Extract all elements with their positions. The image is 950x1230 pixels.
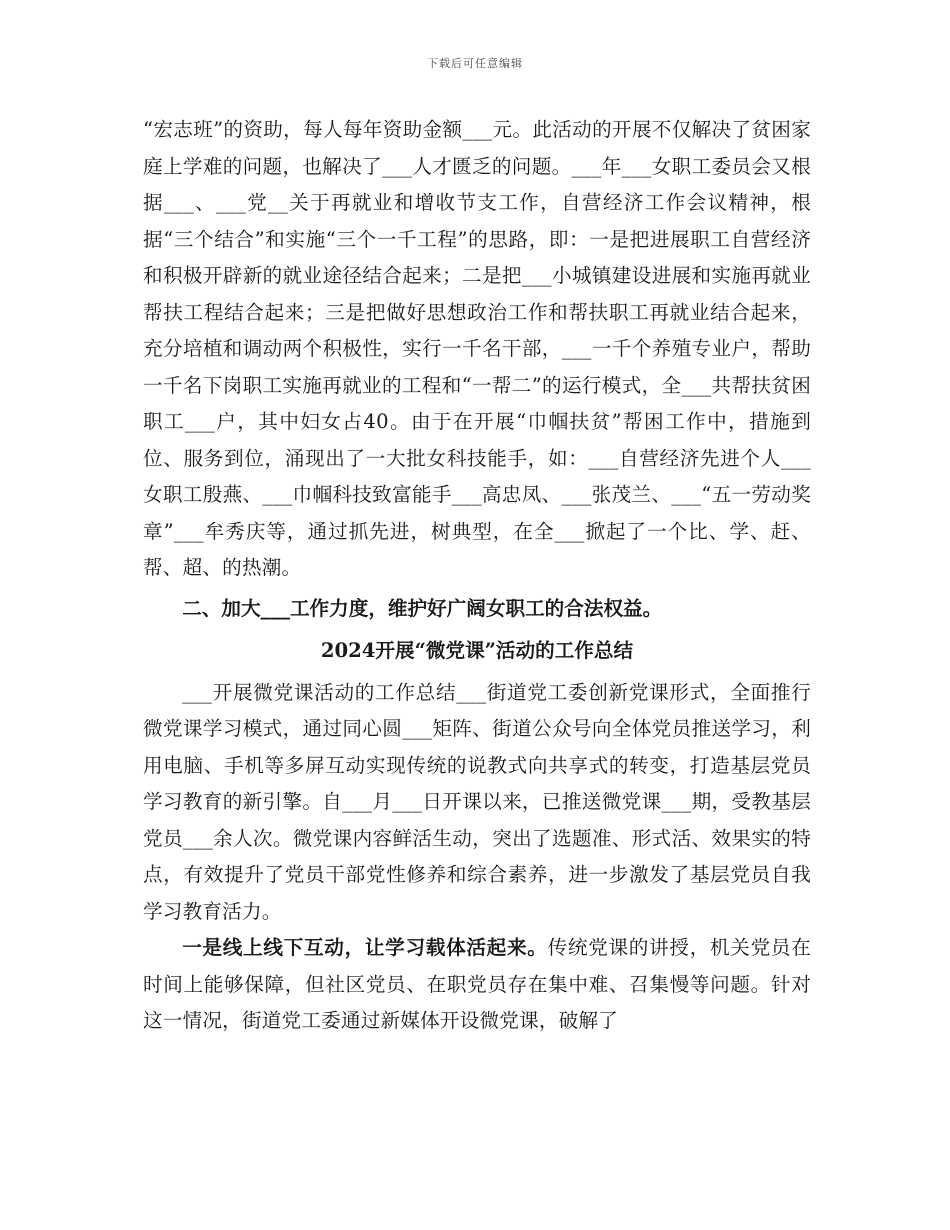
body-paragraph: “宏志班”的资助，每人每年资助金额___元。此活动的开展不仅解决了贫困家庭上学难的问题，也解决了___人才匮乏的问题。___年___女职工委员会又根据___、___党__关于再就业和增收节支工作，自营经济工作会议精神，根据“三个结合”和实施“三个一千工程”的思路，即：一是把进展职工自营经济和积极开辟新的就业途径结合起来；二是把___小城镇建设进展和实施再就业帮扶工程结合起来；三是把做好思想政治工作和帮扶职工再就业结合起来，充分培植和调动两个积极性，实行一千名干部，___一千个养殖专业户，帮助一千名下岗职工实施再就业的工程和“一帮二”的运行模式，全___共帮扶贫困职工___户，其中妇女占40。由于在开展“巾帼扶贫”帮困工作中，措施到位、服务到位，涌现出了一大批女科技能手，如：___自营经济先进个人___女职工殷燕、___巾帼科技致富能手___高忠凤、___张茂兰、___“五一劳动奖章”___牟秀庆等，通过抓先进，树典型，在全___掀起了一个比、学、赶、帮、超、的热潮。: [143, 118, 811, 579]
paragraph-lead-bold: 一是线上线下互动，让学习载体活起来。: [182, 936, 548, 959]
body-paragraph: ___开展微党课活动的工作总结___街道党工委创新党课形式，全面推行微党课学习模式，通过同心圆___矩阵、街道公众号向全体党员推送学习，利用电脑、手机等多屏互动实现传统的说教式向共享式的转变，打造基层党员学习教育的新引擎。自___月___日开课以来，已推送微党课___期，受教基层党员___余人次。微党课内容鲜活生动，突出了选题准、形式活、效果实的特点，有效提升了党员干部党性修养和综合素养，进一步激发了基层党员自我学习教育活力。: [143, 680, 811, 923]
body-paragraph: [143, 930, 811, 1040]
document-body: [143, 112, 811, 1040]
document-title: 2024开展“微党课”活动的工作总结: [320, 638, 634, 662]
page-header: 下载后可任意编辑: [427, 57, 523, 70]
section-heading: 二、加大___工作力度，维护好广阔女职工的合法权益。: [182, 596, 663, 620]
paragraph-text: 传统党课的讲授，机关党员在时间上能够保障，但社区党员、在职党员存在集中难、召集慢等问题。针对这一情况，街道党工委通过新媒体开设微党课，破解了: [143, 936, 811, 1032]
